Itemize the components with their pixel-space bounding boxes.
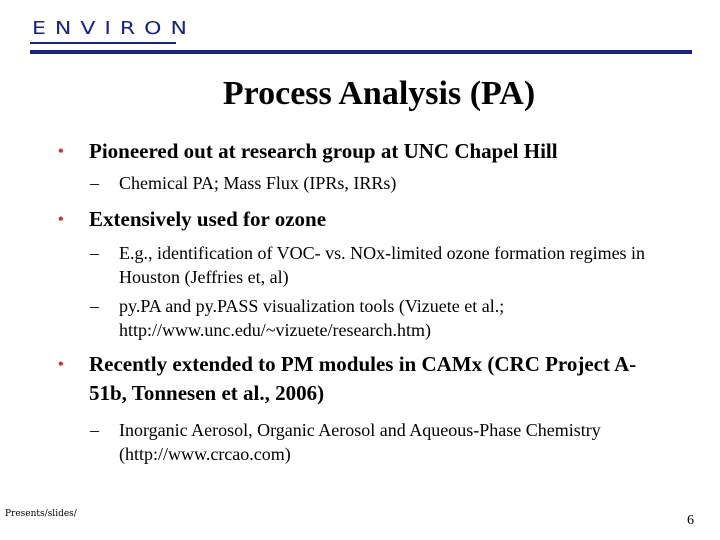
bullet-1-text: Pioneered out at research group at UNC Chapel Hill bbox=[89, 139, 558, 163]
bullet-1-sub-1 bbox=[58, 171, 658, 195]
dash-marker: – bbox=[90, 173, 99, 193]
slide-body bbox=[58, 137, 658, 466]
dash-marker: – bbox=[90, 243, 99, 263]
dash-marker: – bbox=[90, 296, 99, 316]
page-number: 6 bbox=[687, 513, 694, 528]
bullet-marker: • bbox=[58, 143, 64, 160]
bullet-2-sub-1-text: E.g., identification of VOC- vs. NOx-limited ozone formation regimes in Houston (Jeffries et, al) bbox=[119, 243, 646, 287]
bullet-1-sub-1-text: Chemical PA; Mass Flux (IPRs, IRRs) bbox=[119, 173, 397, 193]
dash-marker: – bbox=[90, 420, 99, 440]
bullet-2-sub-2-text: py.PA and py.PASS visualization tools (Vizuete et al.; http://www.unc.edu/~vizuete/research.htm) bbox=[119, 296, 505, 340]
bullet-3-sub-1 bbox=[58, 418, 658, 466]
bullet-3-sub-1-text: Inorganic Aerosol, Organic Aerosol and Aqueous-Phase Chemistry (http://www.crcao.com) bbox=[119, 420, 601, 464]
bullet-marker: • bbox=[58, 211, 64, 228]
environ-logo bbox=[30, 14, 196, 44]
footer-path: Presents/slides/ bbox=[5, 509, 77, 519]
bullet-marker: • bbox=[58, 356, 64, 373]
bullet-3-text: Recently extended to PM modules in CAMx (CRC Project A-51b, Tonnesen et al., 2006) bbox=[89, 352, 637, 405]
bullet-2-sub-2 bbox=[58, 294, 658, 342]
slide-title: Process Analysis (PA) bbox=[222, 75, 536, 112]
bullet-2-text: Extensively used for ozone bbox=[89, 207, 327, 231]
bullet-2-sub-1 bbox=[58, 241, 658, 289]
bullet-2 bbox=[58, 205, 658, 234]
header-divider bbox=[30, 50, 692, 54]
bullet-3 bbox=[58, 350, 658, 408]
bullet-1 bbox=[58, 137, 658, 166]
logo-text: ENVIRON bbox=[32, 18, 196, 39]
